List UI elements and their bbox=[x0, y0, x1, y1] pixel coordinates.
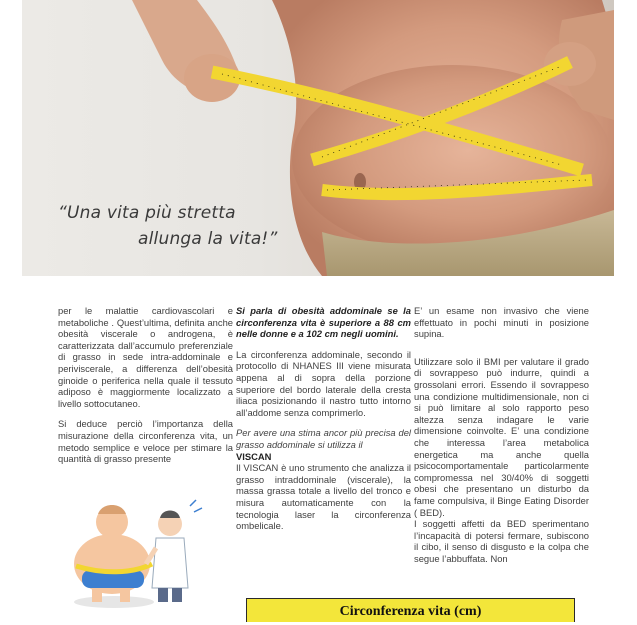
paragraph: Si parla di obesità addominale se la circonferenza vita è superiore a 88 cm nelle donne e a 102 cm negli uomini. bbox=[236, 305, 411, 340]
paragraph: Per avere una stima ancor più precisa del grasso addominale si utilizza il bbox=[236, 427, 411, 450]
hero-quote bbox=[58, 200, 308, 252]
paragraph: Si deduce perciò l’importanza della misurazione della circonferenza vita, un metodo semplice e veloce per stimare la quantità di grasso presente bbox=[58, 418, 233, 465]
doctor-measuring-patient-illustration bbox=[62, 492, 212, 610]
quote-line-1: “Una vita più stretta bbox=[58, 203, 236, 223]
viscan-label: VISCAN bbox=[236, 450, 272, 462]
waist-table-title: Circonferenza vita (cm) bbox=[246, 598, 575, 622]
paragraph: La circonferenza addominale, secondo il protocollo di NHANES III viene misurata appena al di sopra della porzione superiore del bordo laterale della cresta iliaca posizionando il nastro tutto intorno all’addome senza comprimerlo. bbox=[236, 348, 411, 418]
paragraph: Il VISCAN è uno strumento che analizza il grasso intraddominale (viscerale), la massa grassa totale a livello del tronco e misura automaticamente con la tecnologia laser la circonferenza ombelicale. bbox=[236, 462, 411, 532]
quote-line-2: allunga la vita!” bbox=[138, 229, 278, 249]
paragraph: I soggetti affetti da BED sperimentano l’incapacità di potersi fermare, subiscono il cibo, il senso di disgusto e la colpa che segue l’abbuffata. Non bbox=[414, 518, 589, 564]
text-column-3 bbox=[414, 305, 589, 573]
text-column-1 bbox=[58, 305, 233, 474]
paragraph: E’ un esame non invasivo che viene effettuato in pochi minuti in posizione supina. bbox=[414, 305, 589, 340]
paragraph: per le malattie cardiovascolari e metaboliche . Quest’ultima, definita anche obesità viscerale o androgena, è caratterizzata dall’accumulo preferenziale di grasso in sede intra-addominale e periviscerale, a differenza dell’obesità ginoide o periferica nella quale il tessuto adiposo è maggiormente localizzato a livello sottocutaneo. bbox=[58, 305, 233, 409]
paragraph: Utilizzare solo il BMI per valutare il grado di sovrappeso può indurre, quindi a grossolani errori. Essendo il sovrappeso una condizione multidimensionale, non ci si può limitare al solo rapporto peso altezza senza indagare le varie dimensione coinvolte. E’ una condizione che interessa l’area metabolica energetica ma anche quella psicocomportamentale particolarmente compromessa nel 30/40% di soggetti obesi che presentano un disturbo da fame compulsiva, il Binge Eating Disorder ( BED). bbox=[414, 355, 589, 518]
text-column-2 bbox=[236, 305, 411, 541]
